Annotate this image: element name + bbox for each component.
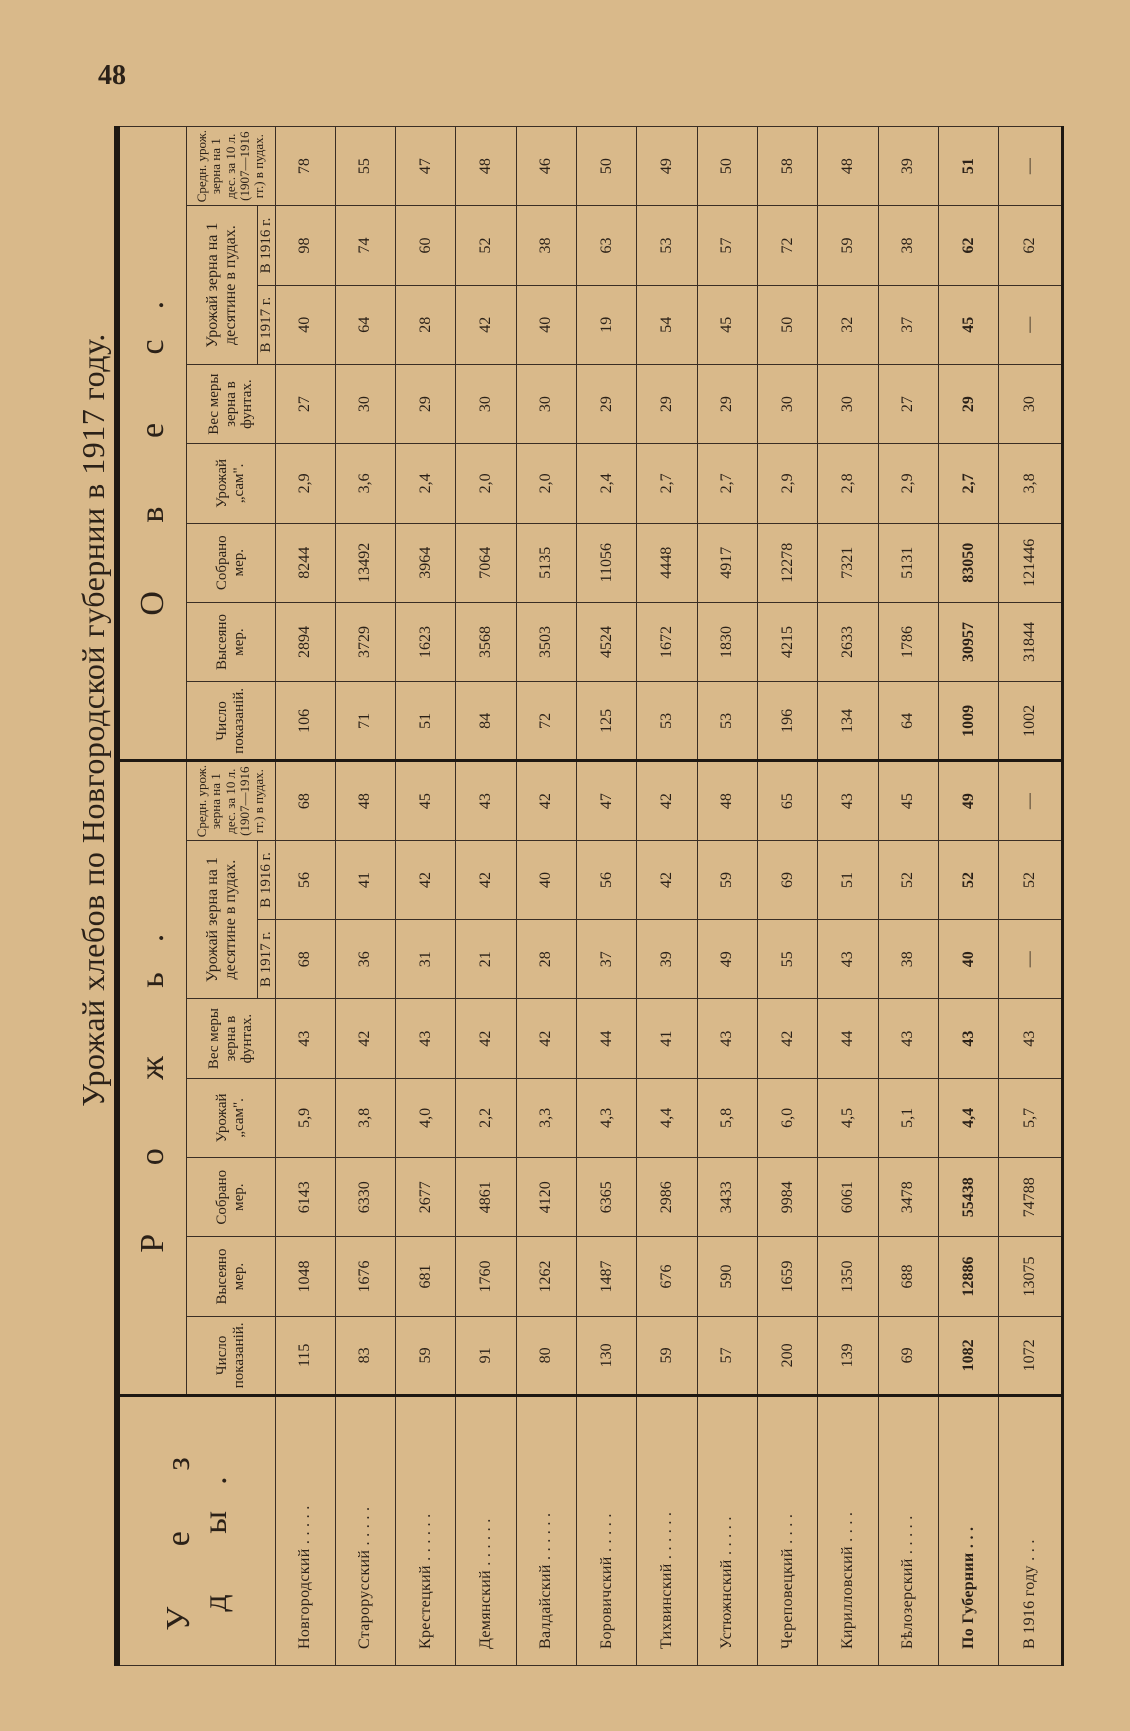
oats-cell: 4524 (577, 602, 637, 681)
rye-cell: 52 (878, 840, 938, 919)
rye-cell: 41 (335, 840, 395, 919)
rye-cell: 6330 (335, 1158, 395, 1237)
oats-cell: 2,0 (516, 444, 576, 523)
header-districts: У е з д ы. (117, 1396, 275, 1666)
rye-cell: 56 (577, 840, 637, 919)
oats-cell: 5131 (878, 523, 938, 602)
rye-cell: 42 (516, 761, 576, 840)
rye-cell: 41 (637, 999, 697, 1078)
header-oats-1916: В 1916 г. (258, 206, 276, 285)
oats-cell: 48 (818, 127, 878, 206)
oats-cell: 125 (577, 682, 637, 761)
oats-cell: 2,4 (396, 444, 456, 523)
oats-cell: 27 (275, 364, 335, 443)
oats-cell: 2,7 (939, 444, 999, 523)
rye-cell: 1760 (456, 1237, 516, 1316)
rye-cell: 9984 (758, 1158, 818, 1237)
oats-cell: — (999, 285, 1063, 364)
oats-cell: 1009 (939, 682, 999, 761)
rye-cell: 4,4 (939, 1078, 999, 1157)
oats-cell: 13492 (335, 523, 395, 602)
oats-cell: 4215 (758, 602, 818, 681)
oats-cell: 49 (637, 127, 697, 206)
rye-cell: 43 (939, 999, 999, 1078)
rye-cell: 43 (275, 999, 335, 1078)
oats-cell: 38 (878, 206, 938, 285)
header-rye-weight: Вес меры зерна в фунтах. (187, 999, 276, 1078)
rye-cell: 130 (577, 1316, 637, 1395)
district-name: Череповецкий . . . . (758, 1396, 818, 1666)
table-body (275, 127, 1063, 1666)
table-row (456, 127, 516, 1666)
oats-cell: 74 (335, 206, 395, 285)
oats-cell: 54 (637, 285, 697, 364)
rye-cell: 3,8 (335, 1078, 395, 1157)
rye-cell: 68 (275, 761, 335, 840)
rye-cell: 74788 (999, 1158, 1063, 1237)
rye-cell: 12886 (939, 1237, 999, 1316)
oats-cell: 50 (758, 285, 818, 364)
rye-cell: 4120 (516, 1158, 576, 1237)
oats-cell: 2,0 (456, 444, 516, 523)
header-rye-avg: Средн. урож. зерна на 1 дес. за 10 л. (1907—1916 гг.) в пудах. (187, 761, 276, 840)
rye-cell: 43 (878, 999, 938, 1078)
rye-cell: 80 (516, 1316, 576, 1395)
rye-cell: 44 (577, 999, 637, 1078)
table-row (697, 127, 757, 1666)
rye-cell: 83 (335, 1316, 395, 1395)
rye-cell: 56 (275, 840, 335, 919)
oats-cell: 30957 (939, 602, 999, 681)
oats-cell: 64 (878, 682, 938, 761)
rye-cell: 42 (456, 840, 516, 919)
rye-cell: 47 (577, 761, 637, 840)
rye-cell: 37 (577, 920, 637, 999)
oats-cell: 40 (516, 285, 576, 364)
rye-cell: 1350 (818, 1237, 878, 1316)
rye-cell: 69 (758, 840, 818, 919)
table-row (758, 127, 818, 1666)
oats-cell: 30 (999, 364, 1063, 443)
oats-cell: 29 (697, 364, 757, 443)
header-rye-yield-per-des: Урожай зерна на 1 десятине в пудах. (187, 840, 258, 999)
rye-cell: 4861 (456, 1158, 516, 1237)
oats-cell: 50 (697, 127, 757, 206)
rye-cell: 1048 (275, 1237, 335, 1316)
rye-cell: 5,7 (999, 1078, 1063, 1157)
oats-cell: 1623 (396, 602, 456, 681)
oats-cell: 57 (697, 206, 757, 285)
rye-cell: 42 (758, 999, 818, 1078)
rye-cell: 43 (999, 999, 1063, 1078)
oats-cell: 58 (758, 127, 818, 206)
rye-cell: 6,0 (758, 1078, 818, 1157)
rye-cell: 59 (697, 840, 757, 919)
rye-cell: — (999, 761, 1063, 840)
rye-cell: 42 (516, 999, 576, 1078)
rye-cell: 1487 (577, 1237, 637, 1316)
rye-cell: 65 (758, 761, 818, 840)
district-name: Демянский . . . . . . (456, 1396, 516, 1666)
oats-cell: 7064 (456, 523, 516, 602)
rye-cell: 36 (335, 920, 395, 999)
rye-cell: 45 (878, 761, 938, 840)
oats-cell: 30 (516, 364, 576, 443)
oats-cell: 53 (637, 682, 697, 761)
table-row (516, 127, 576, 1666)
oats-cell: 50 (577, 127, 637, 206)
oats-cell: 59 (818, 206, 878, 285)
oats-cell: 1786 (878, 602, 938, 681)
oats-cell: 84 (456, 682, 516, 761)
oats-cell: 60 (396, 206, 456, 285)
oats-cell: 29 (396, 364, 456, 443)
rye-cell: 52 (999, 840, 1063, 919)
rye-cell: 43 (456, 761, 516, 840)
oats-cell: 19 (577, 285, 637, 364)
rye-cell: 4,0 (396, 1078, 456, 1157)
rye-cell: 590 (697, 1237, 757, 1316)
rye-cell: 1676 (335, 1237, 395, 1316)
rye-cell: 42 (335, 999, 395, 1078)
district-name: Тихвинский . . . . . . (637, 1396, 697, 1666)
header-rye-1917: В 1917 г. (258, 920, 276, 999)
rye-cell: 43 (697, 999, 757, 1078)
rye-cell: 43 (396, 999, 456, 1078)
rye-cell: 1082 (939, 1316, 999, 1395)
oats-cell: 62 (939, 206, 999, 285)
district-name: Боровичский . . . . . (577, 1396, 637, 1666)
oats-cell: 45 (697, 285, 757, 364)
rye-cell: 42 (637, 761, 697, 840)
rye-cell: 91 (456, 1316, 516, 1395)
rye-cell: 57 (697, 1316, 757, 1395)
oats-cell: 31844 (999, 602, 1063, 681)
oats-cell: 7321 (818, 523, 878, 602)
table-row (335, 127, 395, 1666)
oats-cell: 98 (275, 206, 335, 285)
rye-cell: 55 (758, 920, 818, 999)
table-row (818, 127, 878, 1666)
district-name: Валдайский . . . . . . (516, 1396, 576, 1666)
oats-cell: 72 (758, 206, 818, 285)
oats-cell: 196 (758, 682, 818, 761)
header-oats-weight: Вес меры зерна в фунтах. (187, 364, 276, 443)
district-name: Старорусский . . . . . (335, 1396, 395, 1666)
oats-cell: 121446 (999, 523, 1063, 602)
rye-cell: 1262 (516, 1237, 576, 1316)
oats-cell: 28 (396, 285, 456, 364)
header-oats-avg: Средн. урож. зерна на 1 дес. за 10 л. (1907—1916 гг.) в пудах. (187, 127, 276, 206)
oats-cell: 1672 (637, 602, 697, 681)
table-row (396, 127, 456, 1666)
oats-cell: 2,9 (878, 444, 938, 523)
district-name: Бѣлозерский . . . . . (878, 1396, 938, 1666)
rye-cell: 5,1 (878, 1078, 938, 1157)
oats-cell: 55 (335, 127, 395, 206)
table-row (939, 127, 999, 1666)
header-rye-harvested: Собрано мер. (187, 1158, 276, 1237)
harvest-table (114, 126, 1064, 1666)
rye-cell: 68 (275, 920, 335, 999)
oats-cell: 3964 (396, 523, 456, 602)
oats-cell: 40 (275, 285, 335, 364)
oats-cell: 2,9 (275, 444, 335, 523)
oats-cell: 3503 (516, 602, 576, 681)
oats-cell: 45 (939, 285, 999, 364)
rye-cell: 1072 (999, 1316, 1063, 1395)
rye-cell: 51 (818, 840, 878, 919)
oats-cell: 4917 (697, 523, 757, 602)
rye-cell: 6061 (818, 1158, 878, 1237)
oats-cell: 2894 (275, 602, 335, 681)
district-name: Новгородский . . . . . (275, 1396, 335, 1666)
oats-cell: — (999, 127, 1063, 206)
oats-cell: 2,4 (577, 444, 637, 523)
rye-cell: 52 (939, 840, 999, 919)
oats-cell: 39 (878, 127, 938, 206)
oats-cell: 29 (637, 364, 697, 443)
oats-cell: 38 (516, 206, 576, 285)
oats-cell: 46 (516, 127, 576, 206)
oats-cell: 64 (335, 285, 395, 364)
rye-cell: 59 (396, 1316, 456, 1395)
header-oats-harvested: Собрано мер. (187, 523, 276, 602)
district-name: По Губернии . . . (939, 1396, 999, 1666)
oats-cell: 37 (878, 285, 938, 364)
rye-cell: 115 (275, 1316, 335, 1395)
oats-cell: 30 (335, 364, 395, 443)
header-rye-yield-sam: Урожай „сам". (187, 1078, 276, 1157)
oats-cell: 62 (999, 206, 1063, 285)
page-number: 48 (98, 60, 126, 91)
oats-cell: 53 (637, 206, 697, 285)
header-oats-households: Число показанiй. (187, 682, 276, 761)
oats-cell: 3,6 (335, 444, 395, 523)
rye-cell: 1659 (758, 1237, 818, 1316)
header-rye-sown: Высеяно мер. (187, 1237, 276, 1316)
rye-cell: 688 (878, 1237, 938, 1316)
oats-cell: 30 (758, 364, 818, 443)
oats-cell: 2,7 (637, 444, 697, 523)
oats-cell: 27 (878, 364, 938, 443)
oats-cell: 1830 (697, 602, 757, 681)
header-oats-1917: В 1917 г. (258, 285, 276, 364)
rye-cell: 3478 (878, 1158, 938, 1237)
oats-cell: 5135 (516, 523, 576, 602)
oats-cell: 52 (456, 206, 516, 285)
rye-cell: 139 (818, 1316, 878, 1395)
oats-cell: 63 (577, 206, 637, 285)
rye-cell: 2986 (637, 1158, 697, 1237)
oats-cell: 48 (456, 127, 516, 206)
rye-cell: 55438 (939, 1158, 999, 1237)
oats-cell: 2,9 (758, 444, 818, 523)
oats-cell: 1002 (999, 682, 1063, 761)
rye-cell: 2677 (396, 1158, 456, 1237)
rye-cell: 45 (396, 761, 456, 840)
header-rye: Р о ж ь. (117, 761, 187, 1396)
rye-cell: — (999, 920, 1063, 999)
table-row (878, 127, 938, 1666)
rye-cell: 43 (818, 920, 878, 999)
rye-cell: 69 (878, 1316, 938, 1395)
rye-cell: 5,9 (275, 1078, 335, 1157)
oats-cell: 2,7 (697, 444, 757, 523)
page-title: Урожай хлебов по Новгородской губернии в 1917 году. (75, 333, 111, 1107)
oats-cell: 51 (939, 127, 999, 206)
rye-cell: 31 (396, 920, 456, 999)
oats-cell: 134 (818, 682, 878, 761)
rye-cell: 28 (516, 920, 576, 999)
header-oats: О в е с. (117, 127, 187, 762)
oats-cell: 29 (577, 364, 637, 443)
header-rye-households: Число показанiй. (187, 1316, 276, 1395)
oats-cell: 71 (335, 682, 395, 761)
rye-cell: 49 (939, 761, 999, 840)
table-row (999, 127, 1063, 1666)
oats-cell: 3729 (335, 602, 395, 681)
oats-cell: 4448 (637, 523, 697, 602)
district-name: Кирилловский . . . . (818, 1396, 878, 1666)
oats-cell: 30 (818, 364, 878, 443)
rye-cell: 676 (637, 1237, 697, 1316)
rye-cell: 38 (878, 920, 938, 999)
rye-cell: 2,2 (456, 1078, 516, 1157)
oats-cell: 8244 (275, 523, 335, 602)
oats-cell: 78 (275, 127, 335, 206)
header-oats-sown: Высеяно мер. (187, 602, 276, 681)
rye-cell: 21 (456, 920, 516, 999)
header-oats-yield-sam: Урожай „сам". (187, 444, 276, 523)
rye-cell: 48 (335, 761, 395, 840)
rye-cell: 48 (697, 761, 757, 840)
rye-cell: 3,3 (516, 1078, 576, 1157)
oats-cell: 11056 (577, 523, 637, 602)
rye-cell: 59 (637, 1316, 697, 1395)
rye-cell: 44 (818, 999, 878, 1078)
header-oats-yield-per-des: Урожай зерна на 1 десятине в пудах. (187, 206, 258, 365)
rye-cell: 42 (637, 840, 697, 919)
rye-cell: 200 (758, 1316, 818, 1395)
table-row (275, 127, 335, 1666)
oats-cell: 83050 (939, 523, 999, 602)
rye-cell: 681 (396, 1237, 456, 1316)
rye-cell: 42 (396, 840, 456, 919)
rye-cell: 4,5 (818, 1078, 878, 1157)
rye-cell: 4,3 (577, 1078, 637, 1157)
rye-cell: 39 (637, 920, 697, 999)
oats-cell: 42 (456, 285, 516, 364)
oats-cell: 106 (275, 682, 335, 761)
rye-cell: 6365 (577, 1158, 637, 1237)
oats-cell: 3,8 (999, 444, 1063, 523)
rye-cell: 3433 (697, 1158, 757, 1237)
header-rye-1916: В 1916 г. (258, 840, 276, 919)
district-name: Крестецкий . . . . . . (396, 1396, 456, 1666)
rye-cell: 13075 (999, 1237, 1063, 1316)
rye-cell: 5,8 (697, 1078, 757, 1157)
oats-cell: 2,8 (818, 444, 878, 523)
oats-cell: 51 (396, 682, 456, 761)
rye-cell: 40 (516, 840, 576, 919)
oats-cell: 47 (396, 127, 456, 206)
table-row (637, 127, 697, 1666)
oats-cell: 30 (456, 364, 516, 443)
oats-cell: 72 (516, 682, 576, 761)
table-row (577, 127, 637, 1666)
rye-cell: 4,4 (637, 1078, 697, 1157)
rotated-table-container (114, 126, 1064, 1666)
district-name: В 1916 году . . . (999, 1396, 1063, 1666)
oats-cell: 29 (939, 364, 999, 443)
rye-cell: 42 (456, 999, 516, 1078)
rye-cell: 40 (939, 920, 999, 999)
rye-cell: 43 (818, 761, 878, 840)
oats-cell: 53 (697, 682, 757, 761)
rye-cell: 6143 (275, 1158, 335, 1237)
oats-cell: 12278 (758, 523, 818, 602)
district-name: Устюжнский . . . . . (697, 1396, 757, 1666)
rye-cell: 49 (697, 920, 757, 999)
oats-cell: 3568 (456, 602, 516, 681)
oats-cell: 2633 (818, 602, 878, 681)
oats-cell: 32 (818, 285, 878, 364)
